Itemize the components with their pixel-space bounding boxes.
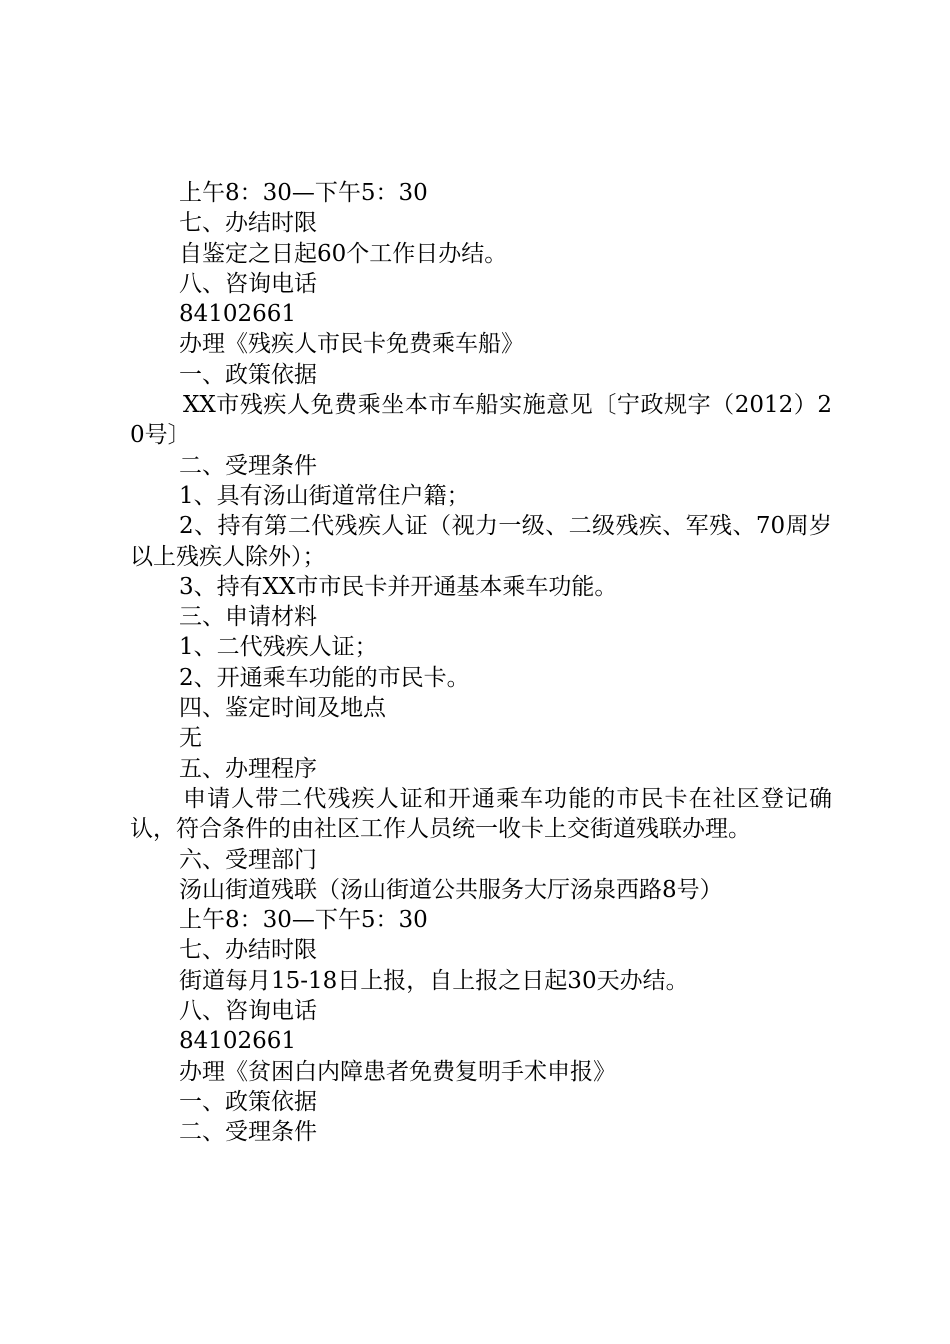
section-heading: 三、申请材料 bbox=[179, 604, 317, 631]
list-item: 2、持有第二代残疾人证（视力一级、二级残疾、军残、70周岁以上残疾人除外）； bbox=[130, 513, 832, 570]
list-item: 3、持有XX市市民卡并开通基本乘车功能。 bbox=[179, 573, 618, 600]
section-heading: 一、政策依据 bbox=[179, 361, 317, 388]
list-item: 2、开通乘车功能的市民卡。 bbox=[179, 664, 470, 691]
document-body bbox=[130, 178, 832, 1148]
paragraph: 汤山街道残联（汤山街道公共服务大厅汤泉西路8号） bbox=[179, 876, 723, 903]
item-title: 办理《贫困白内障患者免费复明手术申报》 bbox=[179, 1058, 616, 1085]
phone-number: 84102661 bbox=[179, 301, 297, 328]
office-hours: 上午8：30—下午5：30 bbox=[179, 180, 428, 206]
section-heading: 二、受理条件 bbox=[179, 452, 317, 479]
list-item: 1、具有汤山街道常住户籍； bbox=[179, 482, 470, 509]
section-heading: 一、政策依据 bbox=[179, 1088, 317, 1115]
section-heading: 二、受理条件 bbox=[179, 1119, 317, 1146]
paragraph: 无 bbox=[179, 725, 202, 752]
office-hours: 上午8：30—下午5：30 bbox=[179, 907, 428, 934]
section-heading: 八、咨询电话 bbox=[179, 998, 317, 1025]
paragraph: 申请人带二代残疾人证和开通乘车功能的市民卡在社区登记确认，符合条件的由社区工作人员统一收卡上交街道残联办理。 bbox=[130, 785, 832, 843]
section-heading: 四、鉴定时间及地点 bbox=[179, 695, 386, 722]
section-heading: 五、办理程序 bbox=[179, 755, 317, 782]
phone-number: 84102661 bbox=[179, 1028, 297, 1055]
item-title: 办理《残疾人市民卡免费乘车船》 bbox=[179, 331, 524, 358]
paragraph: XX市残疾人免费乘坐本市车船实施意见〔宁政规字（2012）20号〕 bbox=[130, 392, 832, 449]
paragraph: 自鉴定之日起60个工作日办结。 bbox=[179, 240, 508, 267]
list-item: 1、二代残疾人证； bbox=[179, 634, 378, 661]
section-heading: 七、办结时限 bbox=[179, 937, 317, 964]
section-heading: 六、受理部门 bbox=[179, 846, 317, 873]
section-heading: 八、咨询电话 bbox=[179, 270, 317, 297]
section-heading: 七、办结时限 bbox=[179, 210, 317, 237]
paragraph: 街道每月15-18日上报，自上报之日起30天办结。 bbox=[179, 967, 689, 994]
